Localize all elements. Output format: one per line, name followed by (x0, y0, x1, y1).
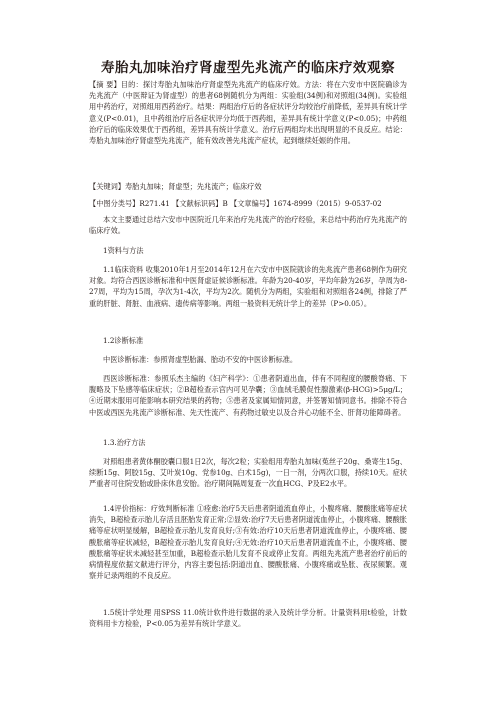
section-heading-diagnostic-criteria: 1.2诊断标准 (103, 336, 144, 345)
section-1-4-evaluation: 1.4评价指标：疗效判断标准 ①痊愈:治疗5天后患者阴道流血停止，小腹疼痛、腰酸胀痛等症状消失，B超检查示胎儿存活且胚胎发育正常;②显效:治疗7天后患者阴道流血停止，小腹疼痛、腰酸胀痛等症状明显缓解，B超检查示胎儿发育良好;③有效:治疗10天后患者阴道流血停止，小腹疼痛、腰酸胀痛等症状减轻，B超检查示胎儿发育良好;④无效:治疗10天后患者阴道流血不止，小腹疼痛、腰酸胀痛等症状未减轻甚至加重，B超检查示胎儿发育不良或停止发育。两组先兆流产患者治疗前后的病情程度依据文献进行评分，内容主要包括:阴道出血、腰酸胀痛、小腹疼痛或坠胀、夜尿频繁。观察并记录两组的不良反应。 (89, 504, 407, 581)
abstract: 【摘 要】目的：探讨寿胎丸加味治疗肾虚型先兆流产的临床疗效。方法：将在六安市中医院确诊为先兆流产（中医辩证为肾虚型）的患者68例随机分为两组：实验组(34例)和对照组(34例)。实验组用中药治疗，对照组用西药治疗。结果：两组治疗后的各症状评分均较治疗前降低，差异具有统计学意义(P<0.01)，且中药组治疗后各症状评分均低于西药组，差异具有统计学意义(P<0.05)；中药组治疗后的临床效果优于西药组，差异具有统计学意义。治疗后两组均未出现明显的不良反应。结论：寿胎丸加味治疗肾虚型先兆流产，能有效改善先兆流产症状，起到继续妊娠的作用。 (89, 80, 407, 146)
section-1-2-tcm-criteria: 中医诊断标准：参照肾虚型胎漏、胎动不安的中医诊断标准。 (103, 355, 298, 364)
section-heading-treatment: 1.3.治疗方法 (103, 438, 146, 447)
classification-line: 【中图分类号】R271.41 【文献标识码】B 【文章编号】1674-8999（2015）9-0537-02 (89, 199, 382, 208)
intro-paragraph: 本文主要通过总结六安市中医院近几年来治疗先兆流产的治疗经验，来总结中药治疗先兆流产的临床疗效。 (89, 215, 407, 236)
section-1-5-statistics: 1.5统计学处理 用SPSS 11.0统计软件进行数据的录入及统计学分析。计量资料用t检验，计数资料用卡方检验，P<0.05为差异有统计学意义。 (89, 608, 407, 629)
section-heading-materials-methods: 1资料与方法 (103, 246, 144, 255)
section-1-3-treatment: 对照组患者黄体酮胶囊口服1日2次，每次2粒；实验组用寿胎丸加味(菟丝子20g、桑寄生15g、续断15g、阿胶15g、艾叶炭10g、党参10g、白术15g)，一日一剂，分两次口服，持续10天。症状严重者可住院安胎或卧床休息安胎。治疗期间隔周复查一次血HCG、P及E2水平。 (89, 457, 407, 489)
section-1-1-clinical-data: 1.1临床资料 收集2010年1月至2014年12月在六安市中医院就诊的先兆流产患者68例作为研究对象。均符合西医诊断标准和中医肾虚证候诊断标准。年龄为20-40岁，平均年龄为26岁，孕周为8-27周，平均为15周，孕次为1-4次，平均为2次。随机分为两组，实验组和对照组各24例，排除了严重的肝脏、肾脏、血液病、遗传病等影响。两组一般资料无统计学上的差异（P>0.05）。 (89, 265, 407, 308)
section-1-2-western-criteria: 西医诊断标准：参照乐杰主编的《妇产科学》：①患者阴道出血，伴有不同程度的腰酸脊痛、下腹略及下坠感等临床症状；②B超检查示宫内可见孕囊；③血绒毛膜促性腺激素(β-HCG)>5μg/L；④近期未服用可能影响本研究结果的药物；⑤患者及家属知情同意，并签署知情同意书。排除不符合中医或西医先兆流产诊断标准、先天性流产、有药物过敏史以及合并心功能不全、肝肾功能障碍者。 (89, 374, 407, 417)
article-title: 寿胎丸加味治疗肾虚型先兆流产的临床疗效观察 (101, 60, 395, 76)
keywords: 【关键词】寿胎丸加味；肾虚型；先兆流产；临床疗效 (89, 182, 262, 191)
